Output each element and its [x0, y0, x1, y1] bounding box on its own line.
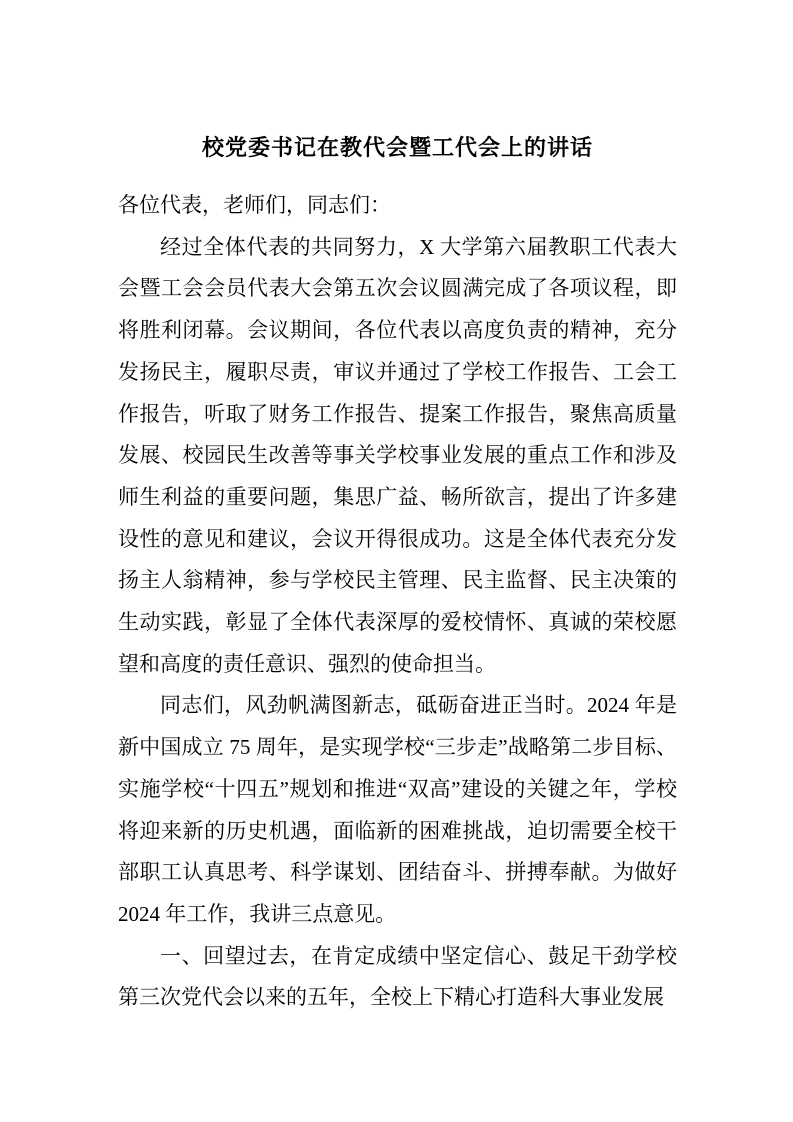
- paragraph-salutation: 各位代表，老师们，同志们：: [118, 193, 391, 217]
- paragraph-body-1: 经过全体代表的共同努力，X 大学第六届教职工代表大会暨工会会员代表大会第五次会议圆满完成了各项议程，即将胜利闭幕。会议期间，各位代表以高度负责的精神，充分发扬民主，履职尽责，审议并通过了学校工作报告、工会工作报告，听取了财务工作报告、提案工作报告，聚焦高质量发展、校园民生改善等事关学校事业发展的重点工作和涉及师生利益的重要问题，集思广益、畅所欲言，提出了许多建设性的意见和建议，会议开得很成功。这是全体代表充分发扬主人翁精神，参与学校民主管理、民主监督、民主决策的生动实践，彰显了全体代表深厚的爱校情怀、真诚的荣校愿望和高度的责任意识、强烈的使命担当。: [118, 234, 677, 676]
- document-title: 校党委书记在教代会暨工代会上的讲话: [201, 135, 593, 160]
- paragraph-body-2: 同志们，风劲帆满图新志，砥砺奋进正当时。2024 年是新中国成立 75 周年，是实现学校“三步走”战略第二步目标、实施学校“十四五”规划和推进“双高”建设的关键之年，学校将迎来新的历史机遇，面临新的困难挑战，迫切需要全校干部职工认真思考、科学谋划、团结奋斗、拼搏奉献。为做好 2024 年工作，我讲三点意见。: [118, 693, 677, 926]
- paragraph-body-3: 一、回望过去，在肯定成绩中坚定信心、鼓足干劲学校第三次党代会以来的五年，全校上下精心打造科大事业发展: [118, 943, 677, 1010]
